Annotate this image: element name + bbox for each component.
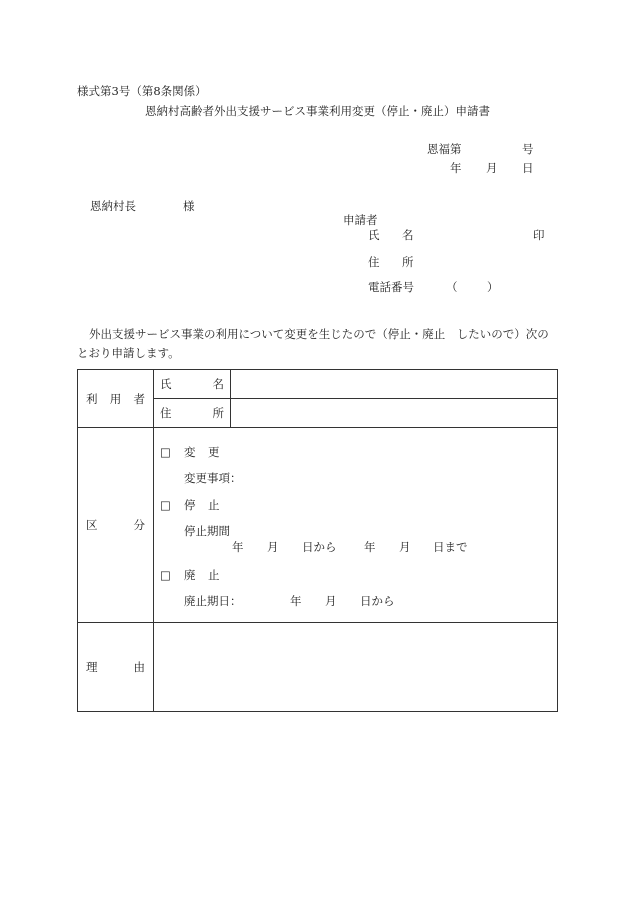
change-checkbox[interactable]: □ [160, 445, 171, 459]
category-label-cell [78, 428, 154, 623]
suspend-label-2: 止 [208, 498, 220, 512]
user-label-char: 者 [133, 391, 145, 406]
abolish-label-1: 廃 [184, 568, 196, 582]
abolish-month: 月 [325, 594, 337, 608]
date-month: 月 [486, 161, 498, 175]
abolish-year: 年 [290, 594, 302, 608]
name-label-char: 名 [212, 377, 224, 391]
reason-label-char: 理 [86, 660, 98, 674]
name-label-cell [154, 370, 231, 399]
suspend-end-day: 日まで [433, 540, 468, 554]
user-label-char: 用 [109, 391, 122, 406]
user-label-char: 利 [86, 391, 98, 406]
suspend-checkbox[interactable]: □ [160, 498, 171, 512]
applicant-heading: 申請者 [343, 213, 378, 227]
change-label-2: 更 [208, 445, 220, 459]
seal-mark: 印 [533, 228, 545, 242]
change-detail-label: 変更事項： [184, 471, 242, 485]
suspend-period-label: 停止期間 [184, 524, 230, 538]
user-label-cell [78, 370, 154, 428]
user-name-field[interactable] [231, 370, 558, 399]
suspend-end-month: 月 [399, 540, 411, 554]
addressee-honorific: 様 [183, 199, 195, 213]
reason-label-cell [78, 623, 154, 712]
name-label-char: 氏 [160, 377, 172, 391]
reason-label-char: 由 [133, 660, 145, 674]
phone-paren-close: ） [487, 280, 499, 294]
date-year: 年 [450, 161, 462, 175]
table-row-user-name [78, 370, 558, 399]
applicant-address-label-2: 所 [402, 255, 414, 269]
address-label-char: 住 [160, 406, 172, 420]
applicant-name-label-1: 氏 [368, 228, 380, 242]
suspend-start-month: 月 [267, 540, 279, 554]
address-label-cell [154, 399, 231, 428]
address-label-char: 所 [212, 406, 224, 420]
suspend-end-year: 年 [364, 540, 376, 554]
user-address-field[interactable] [231, 399, 558, 428]
suspend-label-1: 停 [184, 498, 196, 512]
document-title: 恩納村高齢者外出支援サービス事業利用変更（停止・廃止）申請書 [145, 104, 490, 118]
form-number: 様式第3号（第8条関係） [77, 84, 207, 98]
category-label-char: 区 [86, 518, 98, 532]
table-row-category [78, 428, 558, 623]
doc-ref-suffix: 号 [522, 142, 534, 156]
category-content-cell [154, 428, 558, 623]
category-label-char: 分 [133, 518, 145, 532]
body-text-line2: とおり申請します。 [77, 346, 180, 360]
application-table [77, 369, 558, 712]
reason-field[interactable] [154, 623, 558, 712]
applicant-phone-label: 電話番号 [368, 280, 414, 294]
doc-ref-prefix: 恩福第 [427, 142, 462, 156]
table-row-reason [78, 623, 558, 712]
applicant-name-label-2: 名 [402, 228, 414, 242]
abolish-day: 日から [360, 594, 395, 608]
change-label-1: 変 [184, 445, 196, 459]
addressee-name: 恩納村長 [90, 199, 136, 213]
phone-paren-open: （ [446, 280, 458, 294]
abolish-label-2: 止 [208, 568, 220, 582]
suspend-start-day: 日から [302, 540, 337, 554]
abolish-checkbox[interactable]: □ [160, 568, 171, 582]
applicant-address-label-1: 住 [368, 255, 380, 269]
suspend-start-year: 年 [232, 540, 244, 554]
body-text-line1: 外出支援サービス事業の利用について変更を生じたので（停止・廃止 したいので）次の [89, 327, 549, 341]
date-day: 日 [522, 161, 534, 175]
abolish-date-label: 廃止期日： [184, 594, 242, 608]
